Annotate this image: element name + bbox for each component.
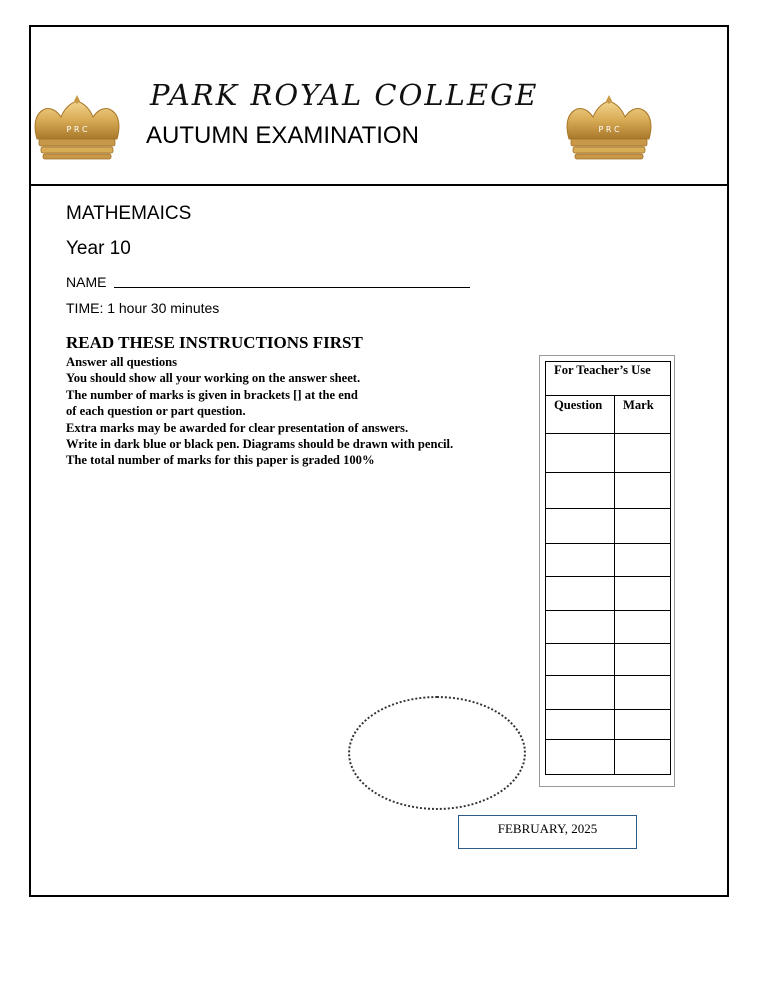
- mark-cell[interactable]: [615, 740, 671, 775]
- instruction-line: The total number of marks for this paper is graded 100%: [66, 453, 375, 468]
- svg-text:P R C: P R C: [598, 125, 620, 134]
- instruction-line: Write in dark blue or black pen. Diagrams should be drawn with pencil.: [66, 437, 454, 452]
- mark-cell[interactable]: [615, 544, 671, 577]
- instruction-line: of each question or part question.: [66, 404, 246, 419]
- table-row: [546, 710, 671, 740]
- question-cell[interactable]: [546, 740, 615, 775]
- svg-text:P R C: P R C: [66, 125, 88, 134]
- question-cell[interactable]: [546, 644, 615, 676]
- table-row: [546, 473, 671, 509]
- mark-cell[interactable]: [615, 644, 671, 676]
- instructions-list: [66, 354, 453, 469]
- exam-title: AUTUMN EXAMINATION: [146, 122, 419, 149]
- crown-logo-right: [563, 95, 655, 161]
- table-row: [546, 740, 671, 775]
- question-cell[interactable]: [546, 473, 615, 509]
- teacher-use-title: For Teacher’s Use: [546, 362, 671, 396]
- mark-cell[interactable]: [615, 577, 671, 611]
- instruction-line: You should show all your working on the answer sheet.: [66, 371, 361, 386]
- table-row: [546, 544, 671, 577]
- question-cell[interactable]: [546, 434, 615, 473]
- crown-logo-left: [31, 95, 123, 161]
- table-row: [546, 644, 671, 676]
- table-row: [546, 434, 671, 473]
- year-level: Year 10: [66, 238, 131, 259]
- mark-cell[interactable]: [615, 509, 671, 544]
- question-cell[interactable]: [546, 544, 615, 577]
- table-row: [546, 676, 671, 710]
- teacher-marks-table: [545, 361, 671, 775]
- question-cell[interactable]: [546, 577, 615, 611]
- exam-date: FEBRUARY, 2025: [458, 815, 637, 849]
- instruction-line: The number of marks is given in brackets [] at the end: [66, 387, 358, 402]
- instructions-heading: READ THESE INSTRUCTIONS FIRST: [66, 333, 363, 352]
- table-row: [546, 611, 671, 644]
- mark-cell[interactable]: [615, 473, 671, 509]
- mark-cell[interactable]: [615, 676, 671, 710]
- table-row: [546, 509, 671, 544]
- subject-title: MATHEMAICS: [66, 203, 192, 224]
- name-write-line[interactable]: [114, 287, 470, 288]
- exam-duration: TIME: 1 hour 30 minutes: [66, 300, 220, 316]
- mark-cell[interactable]: [615, 434, 671, 473]
- question-cell[interactable]: [546, 710, 615, 740]
- question-cell[interactable]: [546, 509, 615, 544]
- college-name: PARK ROYAL COLLEGE: [150, 78, 539, 112]
- instruction-line: Answer all questions: [66, 355, 178, 369]
- mark-cell[interactable]: [615, 710, 671, 740]
- name-label: NAME: [66, 274, 107, 290]
- mark-cell[interactable]: [615, 611, 671, 644]
- name-field: [66, 274, 470, 290]
- question-cell[interactable]: [546, 611, 615, 644]
- mark-column-header: Mark: [615, 396, 671, 434]
- instruction-line: Extra marks may be awarded for clear presentation of answers.: [66, 420, 409, 435]
- question-column-header: Question: [546, 396, 615, 434]
- question-cell[interactable]: [546, 676, 615, 710]
- header-divider: [31, 184, 728, 186]
- table-row: [546, 577, 671, 611]
- grade-oval: [348, 696, 526, 810]
